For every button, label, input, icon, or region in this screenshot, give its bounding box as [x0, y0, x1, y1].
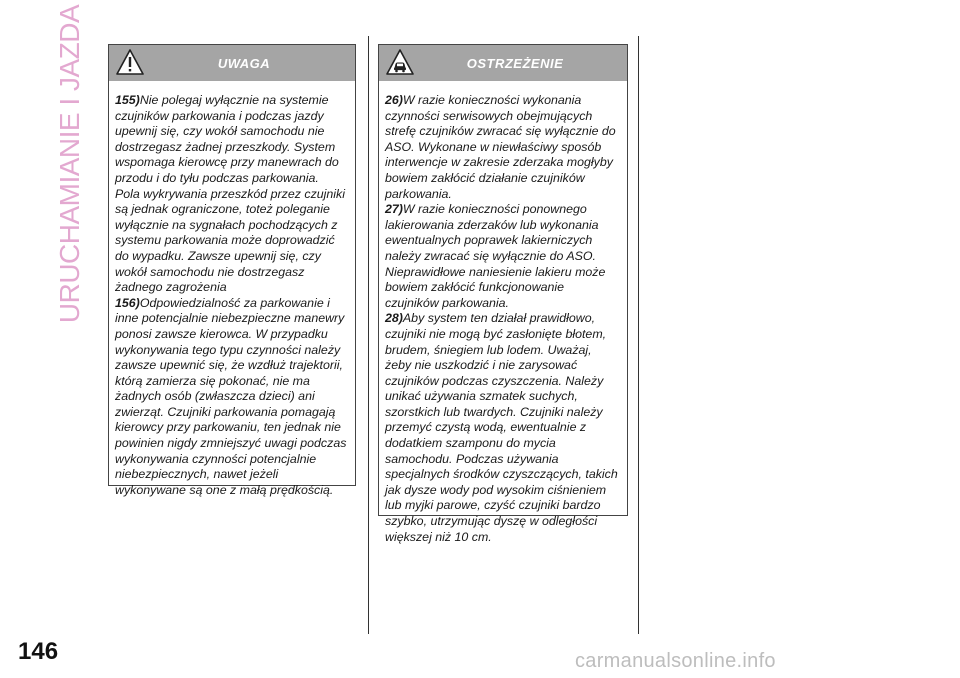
ostrzezenie-body — [379, 81, 627, 545]
ostrzezenie-title: OSTRZEŻENIE — [466, 55, 564, 71]
ostrzezenie-item-28 — [385, 311, 619, 545]
ostrzezenie-item-27 — [385, 202, 619, 311]
section-side-title-text: URUCHAMIANIE I JAZDA — [54, 4, 85, 324]
ostrzezenie-header — [379, 45, 627, 81]
ostrzezenie-item-26 — [385, 93, 619, 202]
uwaga-item-ref: 155) — [115, 93, 140, 107]
ostrzezenie-item-text: W razie konieczności ponownego lakierowania zderzaków lub wykonania ewentualnych poprawek lakierniczych należy zwracać się wyłącznie do ASO. Nieprawidłowe naniesienie lakieru może bowiem zakłócić funkcjonowanie czujników parkowania. — [385, 202, 606, 310]
uwaga-item-156 — [115, 296, 347, 499]
uwaga-item-ref: 156) — [115, 295, 140, 310]
watermark-text: carmanualsonline.info — [575, 650, 776, 672]
uwaga-item-text: Odpowiedzialność za parkowanie i inne potencjalnie niebezpieczne manewry ponosi zawsze kierowca. W przypadku wykonywania tego typu czynności należy zawsze upewnić się, że wzdłuż trajektorii, którą zamierza się pokonać, nie ma żadnych osób (zwłaszcza dzieci) ani zwierząt. Czujniki parkowania pomagają kierowcy przy parkowaniu, ten jednak nie powinien nigdy zmniejszyć uwagi podczas wykonywania czynności potencjalnie niebezpiecznych, nawet jeżeli wykonywane są one z małą prędkością. — [115, 295, 347, 497]
ostrzezenie-item-ref: 26) — [385, 93, 403, 107]
uwaga-body — [109, 81, 355, 498]
section-side-title — [50, 4, 90, 324]
uwaga-header — [109, 45, 355, 81]
warning-triangle-icon — [115, 48, 145, 76]
ostrzezenie-box — [378, 44, 628, 544]
ostrzezenie-item-ref: 27) — [385, 202, 403, 217]
car-warning-triangle-icon — [385, 48, 415, 76]
uwaga-item-155 — [115, 93, 347, 296]
uwaga-box — [108, 44, 356, 497]
ostrzezenie-item-text: W razie konieczności wykonania czynności serwisowych obejmujących strefę czujników zwracać się wyłącznie do ASO. Wykonane w niewłaściwy sposób interwencje w zakresie zderzaka mogłyby bowiem zakłócić działanie czujników parkowania. — [385, 93, 616, 201]
page-number: 146 — [18, 638, 59, 665]
ostrzezenie-item-ref: 28) — [385, 311, 403, 326]
column-divider-right — [638, 36, 639, 634]
uwaga-item-text: Nie polegaj wyłącznie na systemie czujników parkowania i podczas jazdy upewnij się, czy wokół samochodu nie dostrzegasz żadnej przeszkody. System wspomaga kierowcę przy manewrach do przodu i do tyłu podczas parkowania. Pola wykrywania przeszkód przez czujniki są jednak ograniczone, toteż poleganie wyłącznie na sygnałach pochodzących z systemu parkowania może doprowadzić do wypadku. Zawsze upewnij się, czy wokół samochodu nie dostrzegasz żadnego zagrożenia — [115, 93, 346, 295]
column-divider-left — [368, 36, 369, 634]
uwaga-title: UWAGA — [217, 55, 271, 71]
ostrzezenie-item-text: Aby system ten działał prawidłowo, czujniki nie mogą być zasłonięte błotem, brudem, śniegiem lub lodem. Uważaj, żeby nie uszkodzić i nie zarysować czujników podczas czyszczenia. Należy unikać używania szmatek suchych, szorstkich lub twardych. Czujniki należy przemyć czystą wodą, ewentualnie z dodatkiem szamponu do mycia samochodu. Podczas używania specjalnych środków czyszczących, takich jak dysze wody pod wysokim ciśnieniem lub myjki parowe, czyść czujniki bardzo szybko, utrzymując dyszę w odległości większej niż 10 cm. — [385, 311, 618, 544]
